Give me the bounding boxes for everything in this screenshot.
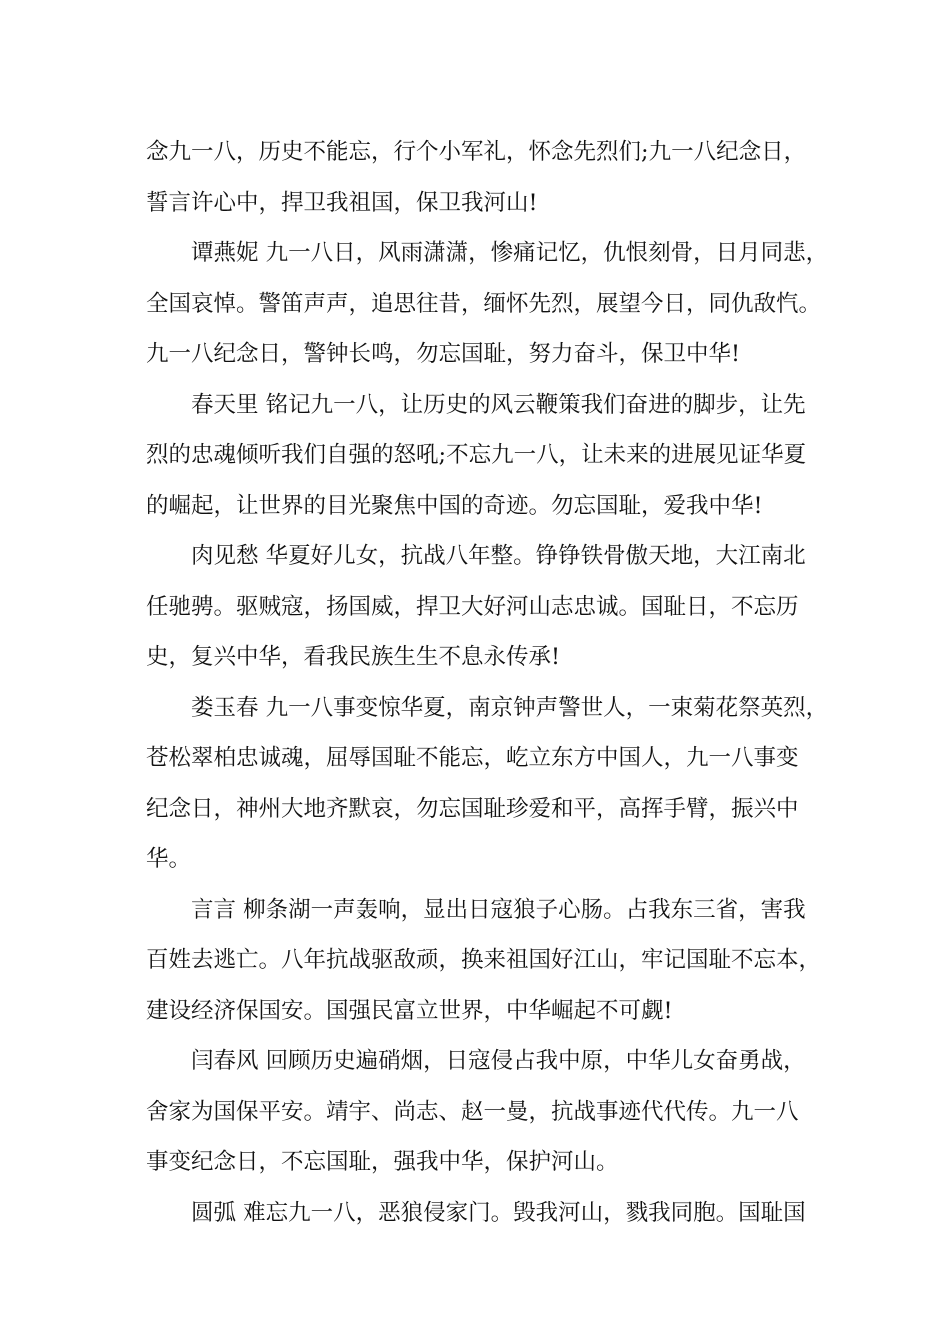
paragraph-start-line: 春天里 铭记九一八，让历史的风云鞭策我们奋进的脚步，让先 (191, 391, 806, 418)
text-line: 建设经济保国安。国强民富立世界，中华崛起不可觑! (146, 997, 673, 1024)
text-line: 任驰骋。驱贼寇，扬国威，捍卫大好河山志忠诚。国耻日，不忘历 (146, 593, 799, 620)
text-line: 舍家为国保平安。靖宇、尚志、赵一曼，抗战事迹代代传。九一八 (146, 1098, 799, 1125)
paragraph-start-line: 圆弧 难忘九一八，恶狼侵家门。毁我河山，戮我同胞。国耻国 (191, 1199, 806, 1226)
document-body (146, 127, 836, 1238)
text-line: 纪念日，神州大地齐默哀，勿忘国耻珍爱和平，高挥手臂，振兴中 (146, 795, 799, 822)
text-line: 的崛起，让世界的目光聚焦中国的奇迹。勿忘国耻，爱我中华! (146, 492, 763, 519)
paragraph-start-line: 言言 柳条湖一声轰响，显出日寇狼子心肠。占我东三省，害我 (191, 896, 806, 923)
text-line: 苍松翠柏忠诚魂，屈辱国耻不能忘，屹立东方中国人，九一八事变 (146, 745, 799, 771)
text-line: 烈的忠魂倾听我们自强的怒吼;不忘九一八，让未来的进展见证华夏 (146, 442, 807, 468)
text-line: 事变纪念日，不忘国耻，强我中华，保护河山。 (146, 1149, 619, 1175)
text-line: 念九一八，历史不能忘，行个小军礼，怀念先烈们;九一八纪念日， (146, 139, 807, 165)
text-line: 华。 (146, 846, 192, 872)
paragraph-start-line: 娄玉春 九一八事变惊华夏，南京钟声警世人，一束菊花祭英烈， (191, 694, 829, 721)
paragraph-start-line: 谭燕妮 九一八日，风雨潇潇，惨痛记忆，仇恨刻骨，日月同悲， (191, 240, 829, 266)
text-line: 史，复兴中华，看我民族生生不息永传承! (146, 644, 561, 670)
text-line: 百姓去逃亡。八年抗战驱敌顽，换来祖国好江山，牢记国耻不忘本， (146, 947, 822, 973)
text-line: 誓言许心中，捍卫我祖国，保卫我河山! (146, 189, 538, 216)
text-line: 九一八纪念日，警钟长鸣，勿忘国耻，努力奋斗，保卫中华! (146, 341, 741, 367)
paragraph-start-line: 闫春风 回顾历史遍硝烟，日寇侵占我中原，中华儿女奋勇战， (191, 1048, 806, 1074)
paragraph-start-line: 肉见愁 华夏好儿女，抗战八年整。铮铮铁骨傲天地，大江南北 (191, 543, 806, 569)
text-line: 全国哀悼。警笛声声，追思往昔，缅怀先烈，展望今日，同仇敌忾。 (146, 290, 822, 317)
